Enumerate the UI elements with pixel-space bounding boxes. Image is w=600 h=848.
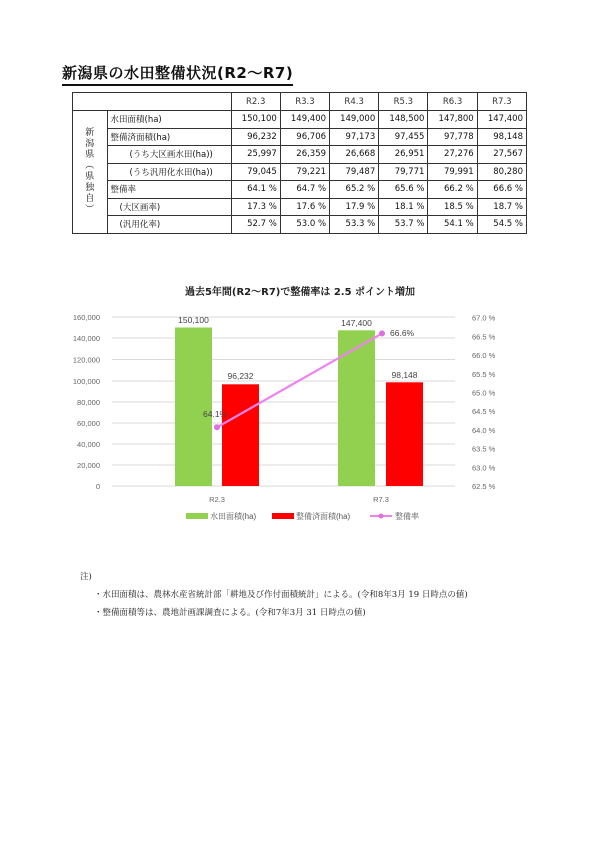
region-label-cell [73,111,108,234]
table-cell: 148,500 [379,111,428,129]
region-char: ︶ [85,204,95,215]
note-item: ・整備面積等は、農地計画課調査による。(令和7年3月 31 日時点の値) [94,608,366,618]
bar-paddy-area-r7 [338,330,375,486]
table-cell: 79,771 [379,163,428,181]
table-cell: 79,487 [330,163,379,181]
table-cell: 64.7 % [280,181,329,199]
table-cell: 26,951 [379,146,428,164]
table-cell: 25,997 [231,146,280,164]
column-header: R7.3 [477,93,526,111]
svg-text:160,000: 160,000 [72,313,100,322]
region-char: 自 [85,193,95,204]
table-cell: 17.6 % [280,198,329,216]
table-cell: 18.7 % [477,198,526,216]
table-cell: 54.5 % [477,216,526,234]
table-cell: 147,800 [428,111,477,129]
notes-section [80,570,468,624]
notes-heading: 注) [80,572,92,582]
table-cell: 18.5 % [428,198,477,216]
row-label: (汎用化率) [107,216,231,234]
series-paddy-area [175,328,375,487]
table-cell: 27,276 [428,146,477,164]
svg-text:65.0 %: 65.0 % [472,388,496,398]
y-axis-left-ticks [73,313,100,491]
region-char: 独 [85,182,95,193]
svg-text:66.5 %: 66.5 % [472,332,496,342]
combo-chart [60,300,540,530]
table-cell: 52.7 % [231,216,280,234]
table-cell: 65.6 % [379,181,428,199]
table-cell: 97,778 [428,128,477,146]
svg-text:150,100: 150,100 [178,315,209,325]
svg-text:63.0 %: 63.0 % [472,463,496,473]
svg-text:120,000: 120,000 [72,355,100,365]
chart-title: 過去5年間(R2～R7)で整備率は 2.5 ポイント増加 [184,287,416,298]
table-cell: 96,232 [231,128,280,146]
table-row [73,128,527,146]
bar-developed-area-r2 [222,384,259,486]
table-cell: 149,400 [280,111,329,129]
legend-swatch-developed-area [272,513,294,519]
svg-text:66.0 %: 66.0 % [472,351,496,361]
y-axis-right-ticks [472,314,496,491]
column-header: R3.3 [280,93,329,111]
svg-text:0: 0 [95,482,100,491]
table-cell: 147,400 [477,111,526,129]
table-row [73,111,527,129]
svg-text:20,000: 20,000 [77,461,100,470]
region-char: 潟 [85,138,95,149]
region-char: ︵ [85,160,95,171]
rate-point-r7 [379,330,385,336]
svg-text:R7.3: R7.3 [373,495,389,504]
column-header: R4.3 [330,93,379,111]
table-cell: 53.7 % [379,216,428,234]
table-cell: 65.2 % [330,181,379,199]
column-header: R2.3 [231,93,280,111]
region-char: 新 [85,127,95,138]
table-cell: 79,045 [231,163,280,181]
x-axis-labels [209,495,389,504]
column-header: R6.3 [428,93,477,111]
legend-swatch-paddy-area [186,513,208,519]
table-cell: 17.9 % [330,198,379,216]
table-cell: 97,455 [379,128,428,146]
paddy-status-table [72,92,527,234]
region-char: 県 [85,171,95,182]
table-row [73,181,527,199]
table-cell: 18.1 % [379,198,428,216]
svg-text:140,000: 140,000 [72,334,100,343]
table-cell: 54.1 % [428,216,477,234]
header-blank-cell [73,93,232,111]
table-cell: 98,148 [477,128,526,146]
region-char: 県 [85,149,95,160]
svg-text:96,232: 96,232 [227,371,254,381]
table-cell: 17.3 % [231,198,280,216]
svg-text:67.0 %: 67.0 % [472,313,496,323]
row-label: (うち汎用化水田(ha)) [107,163,231,181]
table-row [73,216,527,234]
svg-text:66.6%: 66.6% [390,328,415,338]
svg-text:60,000: 60,000 [77,419,100,428]
table-row [73,146,527,164]
svg-text:整備率: 整備率 [395,512,419,521]
svg-text:65.5 %: 65.5 % [472,369,496,379]
row-label: (うち大区画水田(ha)) [107,146,231,164]
table-cell: 26,359 [280,146,329,164]
svg-text:整備済面積(ha): 整備済面積(ha) [296,512,351,521]
bar-data-labels [178,315,418,381]
table-cell: 26,668 [330,146,379,164]
page-title: 新潟県の水田整備状況(R2～R7) [62,62,293,86]
table-cell: 79,991 [428,163,477,181]
table-cell: 149,000 [330,111,379,129]
row-label: 整備率 [107,181,231,199]
svg-text:100,000: 100,000 [72,377,100,386]
bar-paddy-area-r2 [175,328,212,487]
table-cell: 96,706 [280,128,329,146]
rate-point-r2 [214,424,220,430]
chart-legend [186,511,419,521]
row-label: (大区画率) [107,198,231,216]
svg-text:64.0 %: 64.0 % [472,425,496,435]
table-cell: 97,173 [330,128,379,146]
legend-marker-rate [379,514,384,519]
svg-text:63.5 %: 63.5 % [472,444,496,454]
table-header-row [73,93,527,111]
svg-text:64.1%: 64.1% [203,409,228,419]
svg-text:98,148: 98,148 [391,370,418,380]
table-cell: 79,221 [280,163,329,181]
note-item: ・水田面積は、農林水産省統計部「耕地及び作付面積統計」による。(令和8年3月 19 日時点の値) [94,590,468,600]
table-cell: 66.2 % [428,181,477,199]
svg-text:40,000: 40,000 [77,440,100,449]
svg-text:80,000: 80,000 [77,398,100,407]
table-cell: 80,280 [477,163,526,181]
svg-text:R2.3: R2.3 [209,495,225,504]
table-cell: 53.3 % [330,216,379,234]
svg-text:62.5 %: 62.5 % [472,482,496,491]
series-developed-area [222,382,423,486]
row-label: 水田面積(ha) [107,111,231,129]
table-cell: 150,100 [231,111,280,129]
svg-text:水田面積(ha): 水田面積(ha) [210,512,257,521]
table-row [73,198,527,216]
table-cell: 64.1 % [231,181,280,199]
table-cell: 66.6 % [477,181,526,199]
table-cell: 27,567 [477,146,526,164]
table-row [73,163,527,181]
column-header: R5.3 [379,93,428,111]
table-cell: 53.0 % [280,216,329,234]
bar-developed-area-r7 [386,382,423,486]
svg-text:147,400: 147,400 [341,318,372,328]
row-label: 整備済面積(ha) [107,128,231,146]
svg-text:64.5 %: 64.5 % [472,407,496,417]
